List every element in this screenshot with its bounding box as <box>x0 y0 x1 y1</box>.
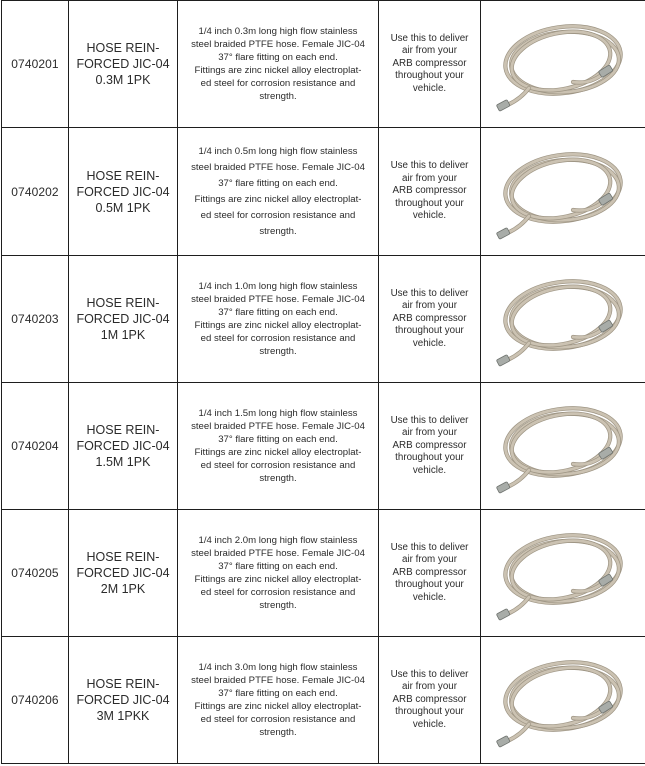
part-number: 0740205 <box>11 566 59 580</box>
hose-fitting <box>496 100 510 112</box>
description-cell <box>178 510 379 637</box>
product-name: HOSE REIN- FORCED JIC-04 0.3M 1PK <box>76 41 170 87</box>
usage-cell <box>379 510 481 637</box>
coiled-hose-icon <box>481 269 645 369</box>
part-number: 0740201 <box>11 57 59 71</box>
usage-note: Use this to deliver air from your ARB compressor throughout your vehicle. <box>390 668 469 730</box>
usage-cell <box>379 1 481 128</box>
hose-fitting <box>496 355 510 367</box>
description-cell <box>178 128 379 256</box>
usage-cell <box>379 256 481 383</box>
coiled-hose-drawing <box>493 14 633 114</box>
coiled-hose-drawing <box>493 269 633 369</box>
product-name-cell <box>69 128 178 256</box>
part-number: 0740202 <box>11 184 59 199</box>
part-number: 0740206 <box>11 693 59 707</box>
product-image-cell <box>481 128 645 256</box>
usage-note: Use this to deliver air from your ARB compressor throughout your vehicle. <box>390 160 469 222</box>
usage-note: Use this to deliver air from your ARB compressor throughout your vehicle. <box>390 541 469 603</box>
table-row <box>2 637 645 764</box>
product-name-cell <box>69 256 178 383</box>
description-cell <box>178 256 379 383</box>
usage-note: Use this to deliver air from your ARB compressor throughout your vehicle. <box>390 32 469 94</box>
product-image-cell <box>481 637 645 764</box>
part-number: 0740204 <box>11 439 59 453</box>
coiled-hose-drawing <box>493 396 633 496</box>
product-image-cell <box>481 1 645 128</box>
coiled-hose-drawing <box>493 523 633 623</box>
product-name: HOSE REIN- FORCED JIC-04 1.5M 1PK <box>76 423 170 469</box>
product-name: HOSE REIN- FORCED JIC-04 0.5M 1PK <box>76 168 170 215</box>
product-image-cell <box>481 256 645 383</box>
coiled-hose-icon <box>481 396 645 496</box>
coiled-hose-icon <box>481 523 645 623</box>
description-cell <box>178 1 379 128</box>
part-number-cell <box>2 637 69 764</box>
table-row <box>2 510 645 637</box>
product-name: HOSE REIN- FORCED JIC-04 2M 1PK <box>76 550 170 596</box>
product-name-cell <box>69 383 178 510</box>
product-name-cell <box>69 510 178 637</box>
part-number-cell <box>2 128 69 256</box>
hose-fitting <box>496 609 510 621</box>
description-cell <box>178 383 379 510</box>
product-description: 1/4 inch 1.0m long high flow stainless steel braided PTFE hose. Female JIC-04 37° flare fitting on each end. Fittings are zinc nickel alloy electroplat- ed steel for corrosion resistance and strength. <box>191 281 365 357</box>
usage-cell <box>379 128 481 256</box>
product-table <box>1 0 645 764</box>
table-row <box>2 1 645 128</box>
product-name-cell <box>69 1 178 128</box>
part-number-cell <box>2 510 69 637</box>
usage-cell <box>379 637 481 764</box>
usage-cell <box>379 383 481 510</box>
coiled-hose-icon <box>481 142 645 242</box>
usage-note: Use this to deliver air from your ARB compressor throughout your vehicle. <box>390 287 469 349</box>
product-image-cell <box>481 383 645 510</box>
hose-fitting <box>496 736 510 748</box>
table-row <box>2 383 645 510</box>
table-row <box>2 256 645 383</box>
product-name: HOSE REIN- FORCED JIC-04 3M 1PKK <box>76 677 170 723</box>
product-name-cell <box>69 637 178 764</box>
part-number: 0740203 <box>11 312 59 326</box>
part-number-cell <box>2 1 69 128</box>
coiled-hose-drawing <box>493 142 633 242</box>
description-cell <box>178 637 379 764</box>
hose-fitting <box>496 482 510 494</box>
product-description: 1/4 inch 1.5m long high flow stainless steel braided PTFE hose. Female JIC-04 37° flare fitting on each end. Fittings are zinc nickel alloy electroplat- ed steel for corrosion resistance and strength. <box>191 408 365 484</box>
product-description: 1/4 inch 0.3m long high flow stainless steel braided PTFE hose. Female JIC-04 37° flare fitting on each end. Fittings are zinc nickel alloy electroplat- ed steel for corrosion resistance and strength. <box>191 26 365 102</box>
coiled-hose-icon <box>481 650 645 750</box>
part-number-cell <box>2 256 69 383</box>
product-description: 1/4 inch 0.5m long high flow stainless steel braided PTFE hose. Female JIC-04 37° flare fitting on each end. Fittings are zinc nickel alloy electroplat- ed steel for corrosion resistance and strength. <box>191 145 365 237</box>
coiled-hose-drawing <box>493 650 633 750</box>
product-name: HOSE REIN- FORCED JIC-04 1M 1PK <box>76 296 170 342</box>
hose-fitting <box>496 227 510 239</box>
product-description: 1/4 inch 3.0m long high flow stainless steel braided PTFE hose. Female JIC-04 37° flare fitting on each end. Fittings are zinc nickel alloy electroplat- ed steel for corrosion resistance and strength. <box>191 662 365 738</box>
part-number-cell <box>2 383 69 510</box>
product-image-cell <box>481 510 645 637</box>
coiled-hose-icon <box>481 14 645 114</box>
product-description: 1/4 inch 2.0m long high flow stainless steel braided PTFE hose. Female JIC-04 37° flare fitting on each end. Fittings are zinc nickel alloy electroplat- ed steel for corrosion resistance and strength. <box>191 535 365 611</box>
table-row <box>2 128 645 256</box>
usage-note: Use this to deliver air from your ARB compressor throughout your vehicle. <box>390 414 469 476</box>
